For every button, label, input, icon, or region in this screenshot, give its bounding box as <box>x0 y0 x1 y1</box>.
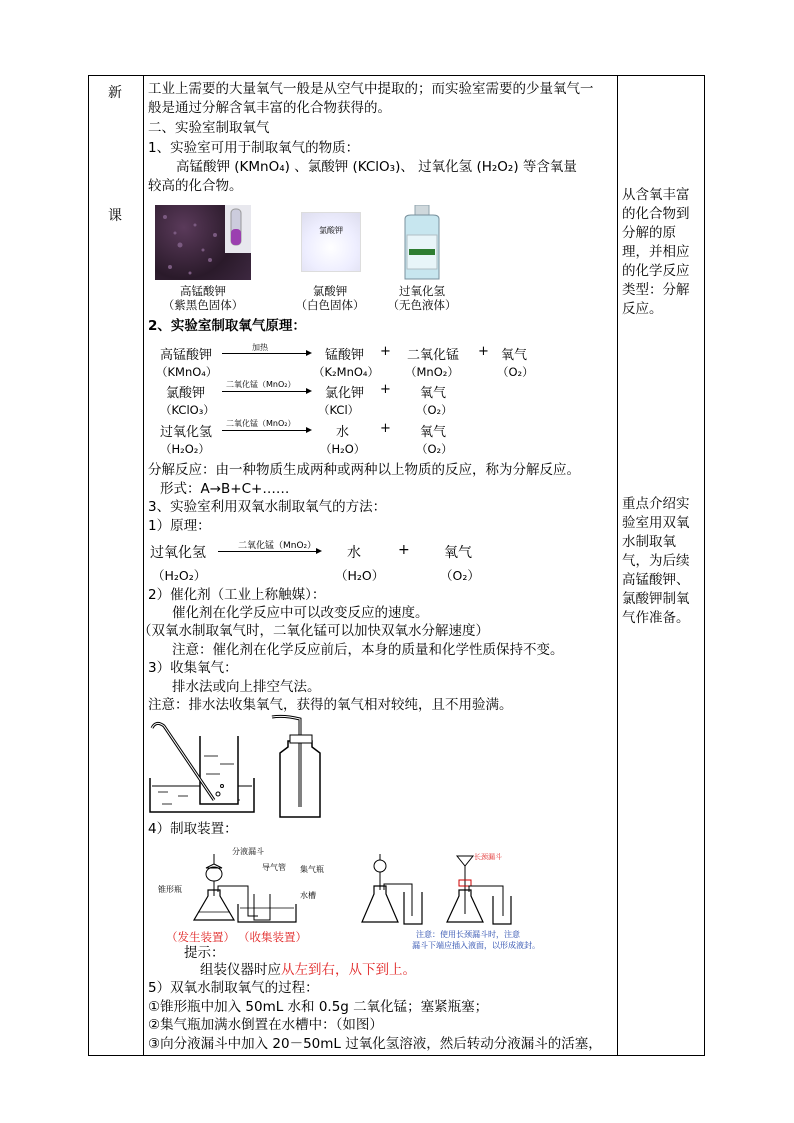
tips-text-red: 从左到右，从下到上。 <box>281 962 416 978</box>
kmno4-name: 高锰酸钾 <box>180 284 226 298</box>
collect-title: 3）收集氧气： <box>148 660 238 676</box>
reaction-2-product-1: 氯化钾 <box>325 386 365 401</box>
subsection-1-title: 1、实验室可用于制取氧气的物质： <box>148 140 360 156</box>
reaction-2-arrowhead <box>306 388 312 394</box>
substances-line-1: 高锰酸钾 (KMnO₄) 、氯酸钾 (KClO₃)、 过氧化氢 (H₂O₂) 等含氧量 <box>176 159 577 175</box>
reaction-1-product-3-formula: （O₂） <box>497 365 534 379</box>
reaction-2-arrow <box>222 391 308 392</box>
kclo3-photo <box>301 212 361 272</box>
kmno4-photo <box>155 205 251 280</box>
reaction-3-product-2: 氧气 <box>420 425 447 440</box>
label-conical-flask: 锥形瓶 <box>158 885 182 894</box>
reaction-1-product-2: 二氧化锰 <box>407 348 460 363</box>
reaction-2-reactant-formula: （KClO₃） <box>160 403 215 417</box>
reaction-2-reactant: 氯酸钾 <box>166 386 206 401</box>
apparatus-note-2: 漏斗下端应插入液面，以形成液封。 <box>412 941 540 950</box>
upward-air-displacement-diagram <box>270 713 348 821</box>
reaction-3-reactant-formula: （H₂O₂） <box>160 442 210 456</box>
principle-plus: + <box>398 542 410 558</box>
h2o2-photo <box>397 205 447 281</box>
principle-reactant-formula: （H₂O₂） <box>152 568 207 583</box>
apparatus-diagram-middle <box>360 852 430 928</box>
catalyst-definition: 催化剂在化学反应中可以改变反应的速度。 <box>172 605 429 621</box>
label-separating-funnel: 分液漏斗 <box>232 847 264 856</box>
reaction-1-reactant: 高锰酸钾 <box>160 348 213 363</box>
h2o2-name: 过氧化氢 <box>399 284 445 298</box>
reaction-3-arrow <box>222 430 308 431</box>
water-displacement-diagram <box>148 716 258 816</box>
reaction-3-plus: + <box>380 421 391 436</box>
kclo3-state: （白色固体） <box>295 298 365 312</box>
reaction-3-arrowhead <box>306 427 312 433</box>
kmno4-state: （紫黑色固体） <box>162 298 244 312</box>
reaction-2-plus: + <box>380 382 391 397</box>
reaction-1-plus-2: + <box>478 344 489 359</box>
kclo3-name: 氯酸钾 <box>312 284 348 298</box>
catalyst-title: 2）催化剂（工业上称触媒）： <box>148 587 326 603</box>
process-step-1: ①锥形瓶中加入 50mL 水和 0.5g 二氧化锰；塞紧瓶塞； <box>148 999 489 1015</box>
principle-product-2: 氧气 <box>444 545 472 561</box>
label-gas-tube: 导气管 <box>262 863 286 872</box>
intro-line-1: 工业上需要的大量氧气一般是从空气中提取的；而实验室需要的少量氧气一 <box>148 81 594 97</box>
process-step-2: ②集气瓶加满水倒置在水槽中：（如图） <box>148 1017 383 1033</box>
column-divider-left <box>143 76 144 1055</box>
label-water-trough: 水槽 <box>300 891 316 900</box>
reaction-2-condition: 二氧化锰（MnO₂） <box>226 380 296 389</box>
reaction-2-product-1-formula: （KCl） <box>318 403 360 417</box>
side-note-1: 从含氧丰富的化合物到分解的原理，并相应的化学反应类型：分解反应。 <box>622 187 690 317</box>
apparatus-title: 4）制取装置： <box>148 821 238 837</box>
left-col-char-xin: 新 <box>108 85 122 101</box>
catalyst-example: （双氧水制取氧气时，二氧化锰可以加快双氧水分解速度） <box>138 623 489 639</box>
reaction-1-condition: 加热 <box>252 343 268 352</box>
intro-line-2: 般是通过分解含氧丰富的化合物获得的。 <box>148 100 391 116</box>
principle-product-1: 水 <box>347 545 361 561</box>
label-collection-apparatus: （收集装置） <box>238 930 307 944</box>
reaction-1-product-1: 锰酸钾 <box>325 348 365 363</box>
label-long-neck-funnel: 长颈漏斗 <box>474 853 502 861</box>
reaction-3-product-1: 水 <box>336 425 350 440</box>
principle-product-2-formula: （O₂） <box>440 568 480 583</box>
tips-text-black: 组装仪器时应 <box>200 962 281 978</box>
reaction-3-product-2-formula: （O₂） <box>416 442 453 456</box>
principle-reactant: 过氧化氢 <box>150 545 206 561</box>
decomposition-form: 形式：A→B+C+…… <box>160 481 290 497</box>
collect-note: 注意：排水法收集氧气，获得的氧气相对较纯，且不用验满。 <box>148 697 513 713</box>
principle-arrow <box>218 551 318 552</box>
reaction-1-arrow <box>222 353 308 354</box>
tips-text <box>200 961 416 980</box>
collect-methods: 排水法或向上排空气法。 <box>172 679 321 695</box>
reaction-3-product-1-formula: （H₂O） <box>320 442 366 456</box>
left-col-char-ke: 课 <box>108 208 122 224</box>
label-generation-apparatus: （发生装置） <box>166 930 235 944</box>
column-divider-right <box>617 76 618 1055</box>
reaction-1-product-1-formula: （K₂MnO₄） <box>313 365 380 379</box>
reaction-2-product-2: 氧气 <box>420 386 447 401</box>
principle-product-1-formula: （H₂O） <box>335 568 385 583</box>
principle-title: 1）原理： <box>148 518 211 534</box>
reaction-1-arrowhead <box>306 350 312 356</box>
reaction-2-product-2-formula: （O₂） <box>416 403 453 417</box>
subsection-3-title: 3、实验室利用双氧水制取氧气的方法： <box>148 499 387 515</box>
section-title: 二、实验室制取氧气 <box>148 120 270 136</box>
reaction-1-plus-1: + <box>380 344 391 359</box>
apparatus-note-1: 注意：使用长颈漏斗时，注意 <box>416 930 520 939</box>
catalyst-note: 注意：催化剂在化学反应前后，本身的质量和化学性质保持不变。 <box>172 642 564 658</box>
process-title: 5）双氧水制取氧气的过程： <box>148 980 319 996</box>
kclo3-jar-label: 氯酸钾 <box>319 226 343 235</box>
decomposition-definition: 分解反应：由一种物质生成两种或两种以上物质的反应，称为分解反应。 <box>148 462 580 478</box>
subsection-2-title: 2、实验室制取氧气原理： <box>148 318 306 334</box>
h2o2-state: （无色液体） <box>387 298 457 312</box>
principle-arrowhead <box>316 548 322 554</box>
apparatus-diagram-right <box>445 852 515 928</box>
side-note-2: 重点介绍实验室用双氧水制取氧气，为后续高锰酸钾、氯酸钾制氧气作准备。 <box>622 496 690 626</box>
tips-title: 提示： <box>184 945 225 961</box>
reaction-1-reactant-formula: （KMnO₄） <box>156 365 218 379</box>
reaction-1-product-3: 氧气 <box>501 348 528 363</box>
substances-line-2: 较高的化合物。 <box>148 178 243 194</box>
reaction-3-reactant: 过氧化氢 <box>160 425 213 440</box>
label-gas-bottle: 集气瓶 <box>300 865 324 874</box>
reaction-1-product-2-formula: （MnO₂） <box>405 365 459 379</box>
reaction-3-condition: 二氧化锰（MnO₂） <box>226 419 296 428</box>
principle-condition: 二氧化锰（MnO₂） <box>238 541 317 551</box>
process-step-3: ③向分液漏斗中加入 20－50mL 过氧化氢溶液，然后转动分液漏斗的活塞， <box>148 1036 602 1052</box>
